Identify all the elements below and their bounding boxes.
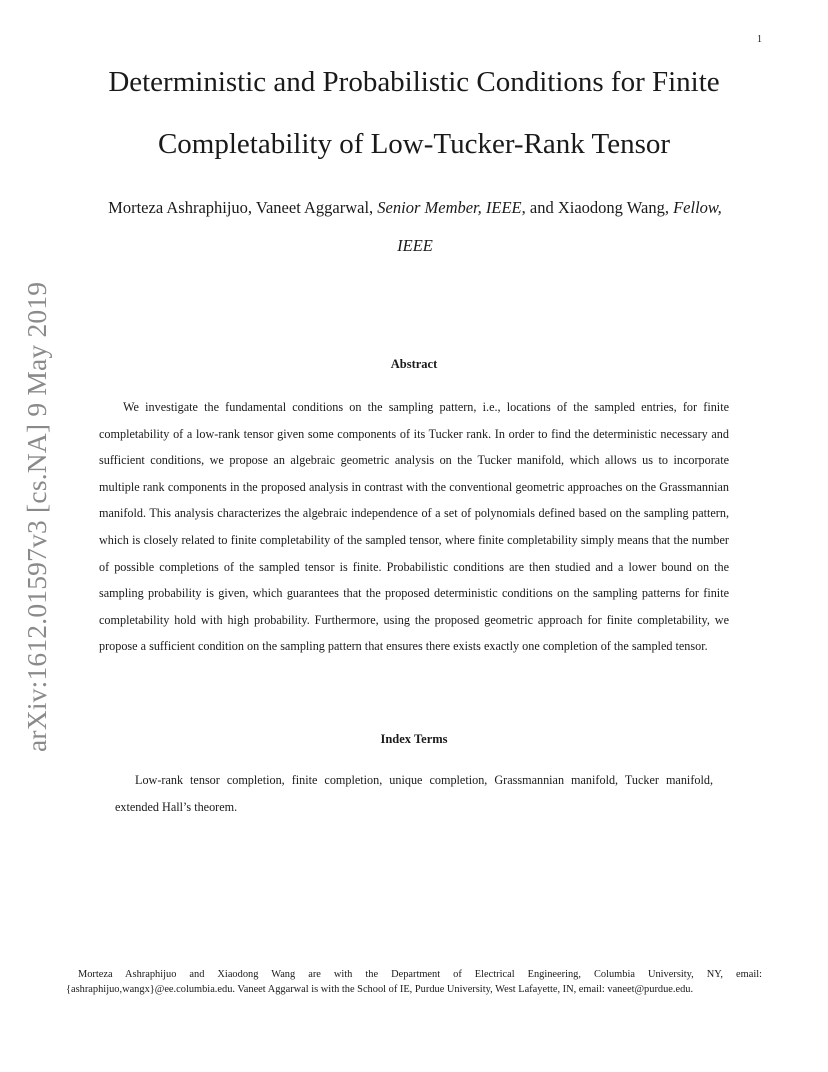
title-line-2: Completability of Low-Tucker-Rank Tensor (157, 128, 671, 160)
arxiv-identifier[interactable]: arXiv:1612.01597v3 [cs.NA] 9 May 2019 (21, 281, 52, 752)
page-number: 1 (757, 34, 762, 45)
author-affiliation-footnote: Morteza Ashraphijuo and Xiaodong Wang are with the Department of Electrical Engineering, Columbia University, NY, email: {ashraphijuo,wangx}@ee.columbia.edu. Vaneet Aggarwal is with the School of IE, Purdue University, West Lafayette, IN, email: vaneet@purdue.edu. (66, 969, 762, 995)
paper-title (50, 51, 778, 175)
authors-part-2: , and Xiaodong Wang, (521, 198, 674, 217)
abstract-heading: Abstract (390, 357, 438, 371)
abstract-text: We investigate the fundamental conditions on the sampling pattern, i.e., locations of the sampled entries, for finite completability of a low-rank tensor given some components of its Tucker rank. In order to find the deterministic necessary and sufficient conditions, we propose an algebraic geometric analysis on the Tucker manifold, which allows us to incorporate multiple rank components in the proposed analysis in contrast with the conventional geometric approaches on the Grassmannian manifold. This analysis characterizes the algebraic independence of a set of polynomials defined based on the sampling pattern, which is closely related to finite completability of the sampled tensor, where finite completability simply means that the number of possible completions of the sampled tensor is finite. Probabilistic conditions are then studied and a lower bound on the sampling probability is given, which guarantees that the proposed deterministic conditions on the sampling patterns for finite completability hold with high probability. Furthermore, using the proposed geometric approach for finite completability, we propose a sufficient condition on the sampling pattern that ensures there exists exactly one completion of the sampled tensor. (99, 400, 729, 654)
title-line-1: Deterministic and Probabilistic Conditions for Finite (108, 66, 720, 98)
index-terms-heading: Index Terms (380, 732, 448, 746)
author-role-2: Fellow, IEEE (397, 198, 722, 255)
index-terms-text: Low-rank tensor completion, finite completion, unique completion, Grassmannian manifold, Tucker manifold, extended Hall’s theorem. (115, 773, 713, 814)
authors-part-1: Morteza Ashraphijuo, Vaneet Aggarwal, (108, 198, 378, 217)
author-list (90, 189, 740, 265)
author-role-1: Senior Member, IEEE (377, 198, 522, 217)
